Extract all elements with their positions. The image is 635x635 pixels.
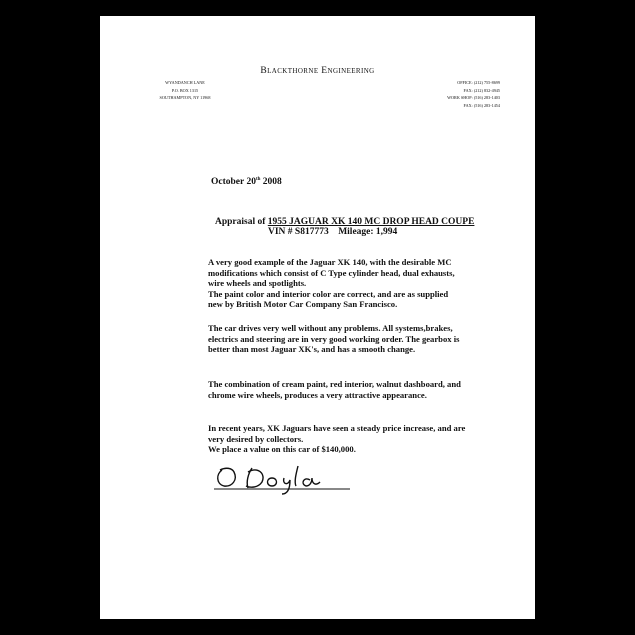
- text-line: chrome wire wheels, produces a very attractive appearance.: [208, 389, 427, 400]
- vehicle-title: 1955 JAGUAR XK 140 MC DROP HEAD COUPE: [267, 217, 475, 227]
- contact-line: FAX: (212) 832-4945: [463, 87, 500, 93]
- date-year: 2008: [262, 177, 282, 187]
- text-line: The combination of cream paint, red interior, walnut dashboard, and: [208, 379, 461, 389]
- paragraph-condition: [208, 323, 528, 355]
- handwritten-signature: [208, 456, 368, 496]
- date-month-day: October 20: [211, 177, 256, 187]
- text-line: The car drives very well without any problems. All systems,brakes,: [208, 323, 453, 333]
- text-line: We place a value on this car of $140,000.: [208, 444, 356, 454]
- text-line: modifications which consist of C Type cylinder head, dual exhausts,: [208, 267, 455, 278]
- text-line: A very good example of the Jaguar XK 140, with the desirable MC: [208, 257, 452, 267]
- address-line: P.O. BOX 1315: [171, 87, 199, 93]
- contact-numbers: [410, 79, 500, 109]
- text-line: new by British Motor Car Company San Francisco.: [208, 299, 398, 309]
- contact-line: FAX: (516) 283-1454: [463, 102, 500, 108]
- appraisal-heading: [215, 217, 474, 227]
- text-line: better than most Jaguar XK's, and has a smooth change.: [208, 344, 416, 354]
- address-line: WYANDANCH LANE: [165, 80, 205, 85]
- text-line: The paint color and interior color are correct, and are as supplied: [208, 288, 449, 299]
- mileage: Mileage: 1,994: [338, 227, 398, 237]
- vin-number: VIN # S817773: [268, 227, 329, 237]
- text-line: wire wheels and spotlights.: [208, 278, 307, 288]
- mailing-address: [145, 79, 225, 102]
- address-line: SOUTHAMPTON, NY 11968: [159, 95, 211, 100]
- date-suffix: th: [255, 176, 261, 182]
- letter-page: [100, 16, 535, 619]
- letter-date: [211, 177, 282, 187]
- text-line: electrics and steering are in very good working order. The gearbox is: [208, 333, 460, 344]
- company-name: Blackthorne Engineering: [260, 66, 375, 76]
- contact-line: OFFICE: (212) 755-8699: [457, 80, 500, 85]
- appraisal-label: Appraisal of: [215, 217, 266, 227]
- paragraph-appearance: [208, 379, 528, 400]
- text-line: In recent years, XK Jaguars have seen a steady price increase, and are: [208, 423, 466, 433]
- text-line: very desired by collectors.: [208, 433, 304, 444]
- contact-line: WORK SHOP: (516) 283-1403: [447, 95, 500, 100]
- vin-mileage-line: [268, 227, 397, 237]
- paragraph-description: [208, 257, 528, 310]
- paragraph-valuation: [208, 423, 528, 455]
